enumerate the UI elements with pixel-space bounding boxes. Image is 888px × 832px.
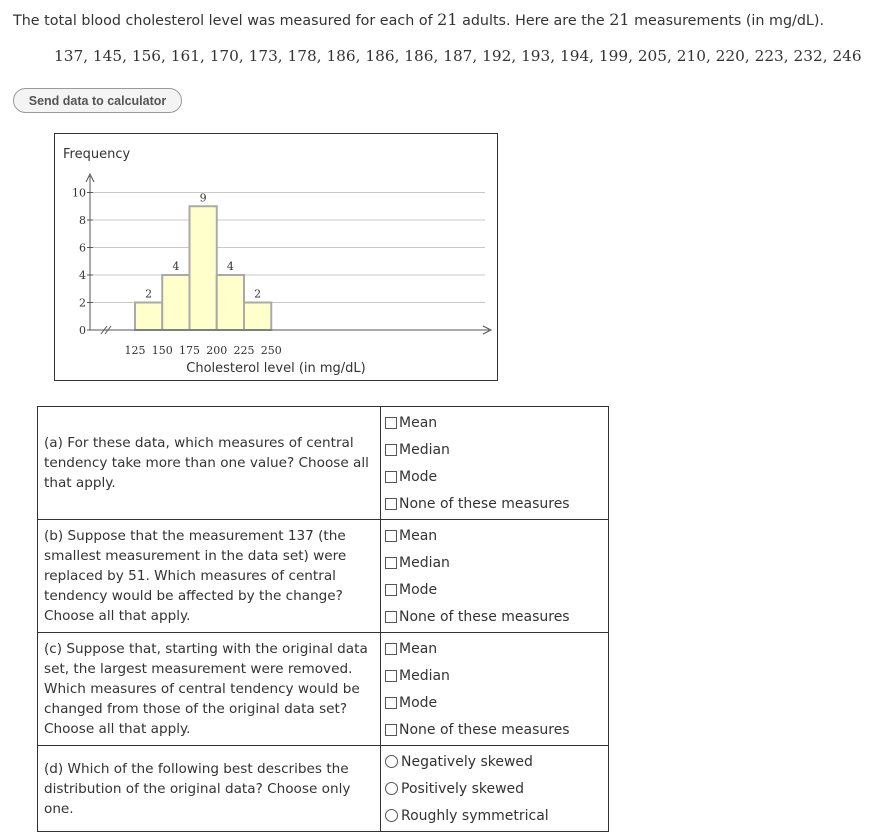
bar-value-label: 9 [199,191,207,205]
option-b-mean[interactable] [385,522,608,549]
option-label: Mean [399,640,438,657]
x-tick-label: 150 [151,344,173,357]
option-b-none[interactable] [385,603,608,630]
question-text-a: (a) For these data, which measures of central tendency take more than one value? Choose all that apply. [38,407,381,520]
y-tick-label: 2 [79,296,86,310]
option-d-negative[interactable] [385,748,608,775]
option-label: Negatively skewed [401,753,533,770]
option-label: Mode [399,694,438,711]
checkbox[interactable] [385,557,397,569]
checkbox[interactable] [385,611,397,623]
intro-count-1: 21 [437,10,458,29]
questions-table [37,406,609,832]
radio-button[interactable] [385,809,398,822]
intro-text-1: The total blood cholesterol level was measured for each of [13,13,438,29]
options-d [381,746,609,832]
x-axis-title: Cholesterol level (in mg/dL) [186,361,366,376]
option-d-positive[interactable] [385,775,608,802]
bar-value-label: 2 [254,287,262,301]
question-row-a [38,407,609,520]
option-label: Mean [399,414,438,431]
option-a-mean[interactable] [385,409,608,436]
y-tick-label: 0 [79,324,86,337]
option-d-symmetric[interactable] [385,802,608,829]
option-label: Positively skewed [401,780,525,797]
option-label: Roughly symmetrical [401,807,549,824]
x-tick-label: 200 [206,344,228,357]
option-label: Mode [399,468,438,485]
histogram-bar [162,275,189,330]
option-label: None of these measures [399,608,570,625]
options-b [381,520,609,633]
option-label: Median [399,441,450,458]
option-b-mode[interactable] [385,576,608,603]
checkbox[interactable] [385,417,397,429]
measurements-list: 137, 145, 156, 161, 170, 173, 178, 186, 186, 186, 187, 192, 193, 194, 199, 205, 210, 220, 223, 232, 246 [54,47,862,65]
radio-button[interactable] [385,782,398,795]
x-tick-label: 225 [233,344,255,357]
option-c-mode[interactable] [385,689,608,716]
option-label: Mode [399,581,438,598]
question-row-d [38,746,609,832]
checkbox[interactable] [385,670,397,682]
option-label: None of these measures [399,495,570,512]
bar-value-label: 2 [145,287,153,301]
intro-count-2: 21 [609,10,630,29]
histogram-bar [190,206,217,330]
x-tick-label: 175 [179,344,200,357]
intro-text-3: measurements (in mg/dL). [629,13,824,29]
checkbox[interactable] [385,697,397,709]
option-label: None of these measures [399,721,570,738]
option-c-median[interactable] [385,662,608,689]
y-tick-label: 8 [79,214,86,227]
histogram-bar [135,303,162,331]
checkbox[interactable] [385,530,397,542]
question-row-c [38,633,609,746]
question-text-c: (c) Suppose that, starting with the original data set, the largest measurement were removed. Which measures of central tendency would be changed from those of the original data set? Choose all that apply. [38,633,381,746]
option-label: Median [399,554,450,571]
y-tick-label: 4 [79,269,86,282]
option-label: Median [399,667,450,684]
send-data-button[interactable]: Send data to calculator [13,88,182,113]
question-text-b: (b) Suppose that the measurement 137 (the smallest measurement in the data set) were replaced by 51. Which measures of central tendency would be affected by the change? Choose all that apply. [38,520,381,633]
histogram-bar [244,303,271,331]
option-a-none[interactable] [385,490,608,517]
radio-button[interactable] [385,755,398,768]
option-a-median[interactable] [385,436,608,463]
checkbox[interactable] [385,498,397,510]
checkbox[interactable] [385,444,397,456]
option-c-none[interactable] [385,716,608,743]
options-c [381,633,609,746]
option-label: Mean [399,527,438,544]
bar-value-label: 4 [172,260,180,273]
question-text-d: (d) Which of the following best describes the distribution of the original data? Choose only one. [38,746,381,832]
checkbox[interactable] [385,724,397,736]
option-a-mode[interactable] [385,463,608,490]
chart-bars [135,206,271,330]
x-tick-label: 125 [124,344,146,357]
x-tick-label: 250 [260,344,282,357]
chart-grid [90,193,485,303]
y-tick-label: 10 [72,186,86,200]
y-tick-label: 6 [79,241,86,255]
intro-text-2: adults. Here are the [457,13,610,29]
checkbox[interactable] [385,471,397,483]
problem-intro [13,10,824,29]
histogram-bar [217,275,244,330]
options-a [381,407,609,520]
histogram-panel [54,133,498,381]
checkbox[interactable] [385,643,397,655]
checkbox[interactable] [385,584,397,596]
histogram-chart [55,134,499,382]
y-axis-title: Frequency [63,147,131,162]
question-row-b [38,520,609,633]
bar-value-label: 4 [226,260,234,273]
option-c-mean[interactable] [385,635,608,662]
option-b-median[interactable] [385,549,608,576]
